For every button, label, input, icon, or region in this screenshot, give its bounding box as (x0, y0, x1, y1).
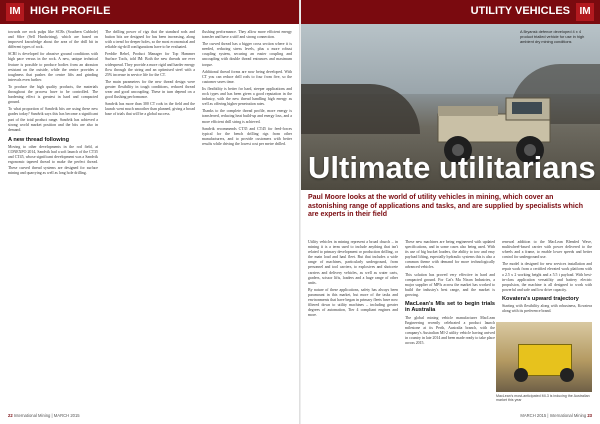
paragraph: Sandvik recommends CT35 and CT45 for feed-forces typical for the bench drilling rigs from other manufacturers, and to provide customers with better results while driving the lowest cost per metre drilled. (202, 126, 292, 146)
footer-text: International Mining | MARCH 2015 (13, 413, 80, 418)
subheading: A new thread following (8, 136, 70, 143)
left-header-bar (0, 0, 300, 24)
paragraph: Starting with flexibility along with robustness, Kovatera along with its preference brand. (502, 304, 592, 314)
paragraph: Utility vehicles in mining represent a broad church – in mining it is a term used to include anything that isn't related to primary development or production drilling, or the main load and haul fleet. But that includes a wide range of machines, particularly underground, from personnel and tool carriers, to explosives and shotcrete carriers and delivery vehicles, as well as water carts, graders, scissor lifts, loaders and a huge range of other units. (308, 240, 398, 285)
paragraph: The curved thread has a bigger cross section where it is needed, reducing stress levels, plus a more robust coupling system, securing an easier coupling and uncoupling with double thread entrances and maximum torque. (202, 42, 292, 67)
right-page (300, 0, 600, 424)
page-number: 22 (8, 413, 13, 418)
paragraph: To what proportion of Sandvik bits are using these new grades today? Sandvik says this has become a significant part of the total product range. Sandvik has achieved a strong world market position and the bits are also in demand. (8, 107, 98, 132)
paragraph: Freddie Rebel, Product Manager for Top Hammer Surface Tools, told IM: Both the new threads are ever widespread. They provide a more rigid and harder energy flow through the string and an optimised steel with a 25% increase in service life for the CT. (105, 52, 195, 77)
paragraph: Thanks to the complete thread profile, more energy is transferred, reducing heat build-up and energy loss, and a more efficient drill string is achieved. (202, 109, 292, 124)
paragraph: Moving to other developments in the rod field, at CONEXPO 2014, Sandvik had a soft launch of the CT35 and CT45, whose significant development was a Sandvik ergonomic tapered thread to make the perfect thread. These curved thread systems are designed for surface mining and quarrying as well as long hole drilling. (8, 145, 98, 175)
vehicle-wheel (560, 368, 574, 382)
paragraph: towards ore rock pulps like SCRs (Southern Cubhole) and Sfire (Sell Hardwiring), which are based on improved knowledge about the area of the drill bit in different types of rock. (8, 30, 98, 50)
article-title: Ultimate utilitarians (308, 150, 596, 185)
footer-text: MARCH 2015 | International Mining (520, 413, 587, 418)
paragraph: The main parameters for the new thread design were greater flexibility in tough conditions, reduced thread wear and good uncoupling. These in turn depend on a good flushing performance. (105, 79, 195, 100)
left-footer (8, 413, 80, 418)
vehicle-photo (496, 322, 592, 392)
subheading: MacLean's MIs set to begin trials in Australia (405, 301, 495, 314)
paragraph: The global mining vehicle manufacturer MacLean Engineering recently celebrated a product launch milestone at its Perth, Australia branch, with the company's Australian MI-2 utility vehicle having arrived in country in late 2014 and been made ready to take place across 2015. (405, 315, 495, 346)
left-column-3 (202, 30, 292, 404)
paragraph: The model is designed for new services installation and repair work from a certified elevated work platform with a 2.5 x 2 working height and a 5.5 t payload. With best-in-class application versatility and battery electric propulsion, the machine is all designed to work with powerful and safe and low drive capacity. (502, 262, 592, 292)
paragraph: These new machines are being engineered with updated specifications, and in some cases also being used. With its use of big bucket loaders, the ability to tow and easy payload lifting, especially hydraulic systems this is also a common theme with demand for more technologically advanced vehicles. (405, 240, 495, 270)
page-gutter (299, 0, 301, 424)
left-column-1 (8, 30, 98, 404)
paragraph: Additional thread forms are now being developed. With CT you can reduce drill rods to four from five, so the customer saves time. (202, 69, 292, 84)
paragraph: Its flexibility is better for hard, steeper applications and rock types and has been given a good reputation in the industry, with the new thread handling high energy as well as offering higher penetration rates. (202, 86, 292, 107)
paragraph: flushing performance. They allow more efficient energy transfer and have a stiff and strong connection. (202, 30, 292, 40)
page-number: 23 (587, 413, 592, 418)
im-logo: IM (6, 3, 24, 21)
paragraph: To produce the high quality products, the materials throughout the process have to be controlled. The hardening effect is greatest in hard and compacted ground. (8, 84, 98, 105)
section-title: HIGH PROFILE (30, 5, 111, 17)
im-logo: IM (576, 3, 594, 21)
subheading: Kovatera's upward trajectory (502, 295, 579, 302)
paragraph: renewal addition to the MacLean Blended Wave, multiwheel-based carrier with power delivered to the wheels and a frame, to enable lower speeds and better control for underground use. (502, 240, 592, 260)
right-footer (520, 413, 592, 418)
hero-caption: A Bryansk defence developed 4 x 4 product trialled vehicle for use in high ambient dry mining conditions (520, 29, 585, 44)
section-title: UTILITY VEHICLES (470, 5, 570, 17)
left-text-columns (8, 30, 292, 404)
paragraph: Sandvik has more than 300 CT rods in the field and the launch went much smoother than planned, giving a broad base of trials that will be a global success. (105, 102, 195, 117)
right-header-bar (300, 0, 600, 24)
paragraph: This solution has proved very effective in hard and compacted ground. For Cat's Ma Nixon Industries, a major supplier of MPIs across the market has worked to build the industry's best range, and the market is growing. (405, 272, 495, 297)
right-column-2 (405, 240, 495, 405)
paragraph: The drilling power of rigs that the standard rods and button bits are designed for has been increasing, along with a trend for deeper holes, so the most economical and reliable rig-drill configurations have to be evaluated. (105, 30, 195, 50)
paragraph: By nature of these applications, safety has always been paramount in this market, but more of the tasks and environments that have began in primary fleets have now filtered down to utility machines – including greater degrees of automation, Tier 4 compliant engines and more. (308, 287, 398, 318)
vehicle-wheel (514, 368, 528, 382)
article-intro: Paul Moore looks at the world of utility vehicles in mining, which cover an astonishing range of applications and tasks, and are supplied by specialists which are experts in their field (308, 194, 584, 219)
photo-caption: MacLean's most-anticipated MI-3 is inducing the Australian market this year (496, 394, 590, 403)
left-column-2 (105, 30, 195, 404)
right-column-1 (308, 240, 398, 405)
paragraph: SCRI is developed for abrasive ground conditions with high pace versus in the rock. A new, unique technical feature is possible to produce bodies from an abrasion resistant on the outside, while the centre provides a toughness that pushes the centre lifts and grinding intervals even further. (8, 52, 98, 82)
